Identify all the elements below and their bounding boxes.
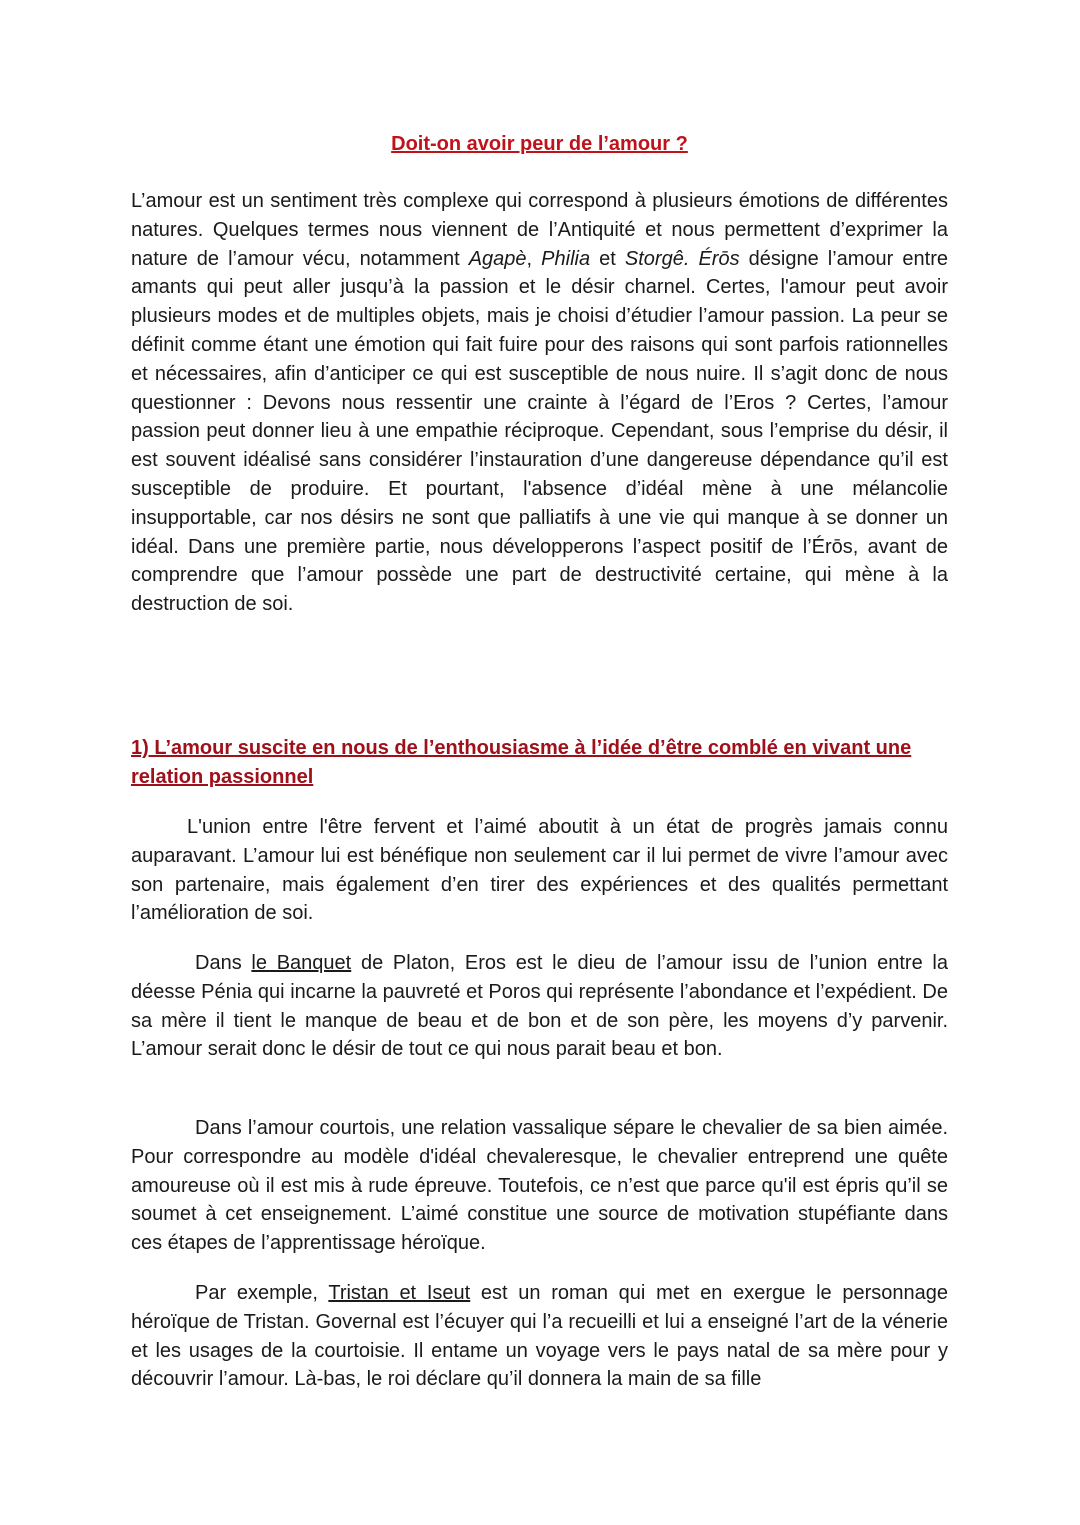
term-agape: Agapè xyxy=(468,247,527,270)
term-storge-eros: Storgê. Érōs xyxy=(624,247,740,270)
section-1-paragraph-4 xyxy=(131,1279,948,1394)
document-title: Doit-on avoir peur de l’amour ? xyxy=(391,133,688,155)
book-title-tristan: Tristan et Iseut xyxy=(328,1282,471,1304)
intro-paragraph xyxy=(131,187,948,619)
section-1-paragraph-1: L'union entre l'être fervent et l’aimé aboutit à un état de progrès jamais connu auparavant. L’amour lui est bénéfique non seulement car il lui permet de vivre l’amour avec son partenaire, mais également d’en tirer des expériences et des qualités permettant l’amélioration de soi. xyxy=(131,816,948,925)
intro-sep-2: et xyxy=(590,247,625,270)
section-1-paragraph-2 xyxy=(131,949,948,1064)
book-title-banquet: le Banquet xyxy=(251,952,352,974)
section-1-paragraph-3: Dans l’amour courtois, une relation vassalique sépare le chevalier de sa bien aimée. Pour correspondre au modèle d'idéal chevaleresque, le chevalier entreprend une quête amoureuse où il est mis à rude épreuve. Toutefois, ce n’est que parce qu'il est épris qu’il se soumet à cet enseignement. L’aimé constitue une source de motivation stupéfiante dans ces étapes de l’apprentissage héroïque. xyxy=(131,1117,948,1255)
term-philia: Philia xyxy=(541,247,591,270)
p4-text-before: Par exemple, xyxy=(195,1282,329,1304)
p2-text-before: Dans xyxy=(195,952,252,974)
intro-sep-1: , xyxy=(526,247,542,270)
section-1-heading: 1) L’amour suscite en nous de l’enthousiasme à l’idée d’être comblé en vivant une relation passionnel xyxy=(131,737,912,788)
intro-text-1: L’amour est un sentiment très complexe qui correspond à plusieurs émotions de différentes natures. Quelques termes nous viennent de l’Antiquité et nous permettent d’exprimer la nature de l’amour vécu, notamment xyxy=(131,190,948,270)
intro-text-2: désigne l’amour entre amants qui peut aller jusqu’à la passion et le désir charnel. Certes, l'amour peut avoir plusieurs modes et de multiples objets, mais je choisi d’étudier l’amour passion. La peur se définit comme étant une émotion qui fait fuire pour des raisons qui sont parfois rationnelles et nécessaires, afin d’anticiper ce qui est susceptible de nous nuire. Il s’agit donc de nous questionner : Devons nous ressentir une crainte à l’égard de l’Eros ? Certes, l’amour passion peut donner lieu à une empathie réciproque. Cependant, sous l’emprise du désir, il est souvent idéalisé sans considérer l’instauration d’une dangereuse dépendance qu’il est susceptible de produire. Et pourtant, l'absence d’idéal mène à une mélancolie insupportable, car nos désirs ne sont que palliatifs à une vie qui manque à se donner un idéal. Dans une première partie, nous développerons l’aspect positif de l’Érōs, avant de comprendre que l’amour possède une part de destructivité certaine, qui mène à la destruction de soi. xyxy=(131,247,948,616)
p4-text-after: est un roman qui met en exergue le personnage héroïque de Tristan. Governal est l’écuyer qui l’a recueilli et lui a enseigné l’art de la vénerie et les usages de la courtoisie. Il entame un voyage vers le pays natal de sa mère pour y découvrir l’amour. Là-bas, le roi déclare qu’il donnera la main de sa fille xyxy=(131,1282,948,1391)
p2-text-after: de Platon, Eros est le dieu de l’amour issu de l’union entre la déesse Pénia qui incarne la pauvreté et Poros qui représente l’abondance et l’expédient. De sa mère il tient le manque de beau et de bon et de son père, les moyens d’y parvenir. L’amour serait donc le désir de tout ce qui nous parait beau et bon. xyxy=(131,952,948,1061)
